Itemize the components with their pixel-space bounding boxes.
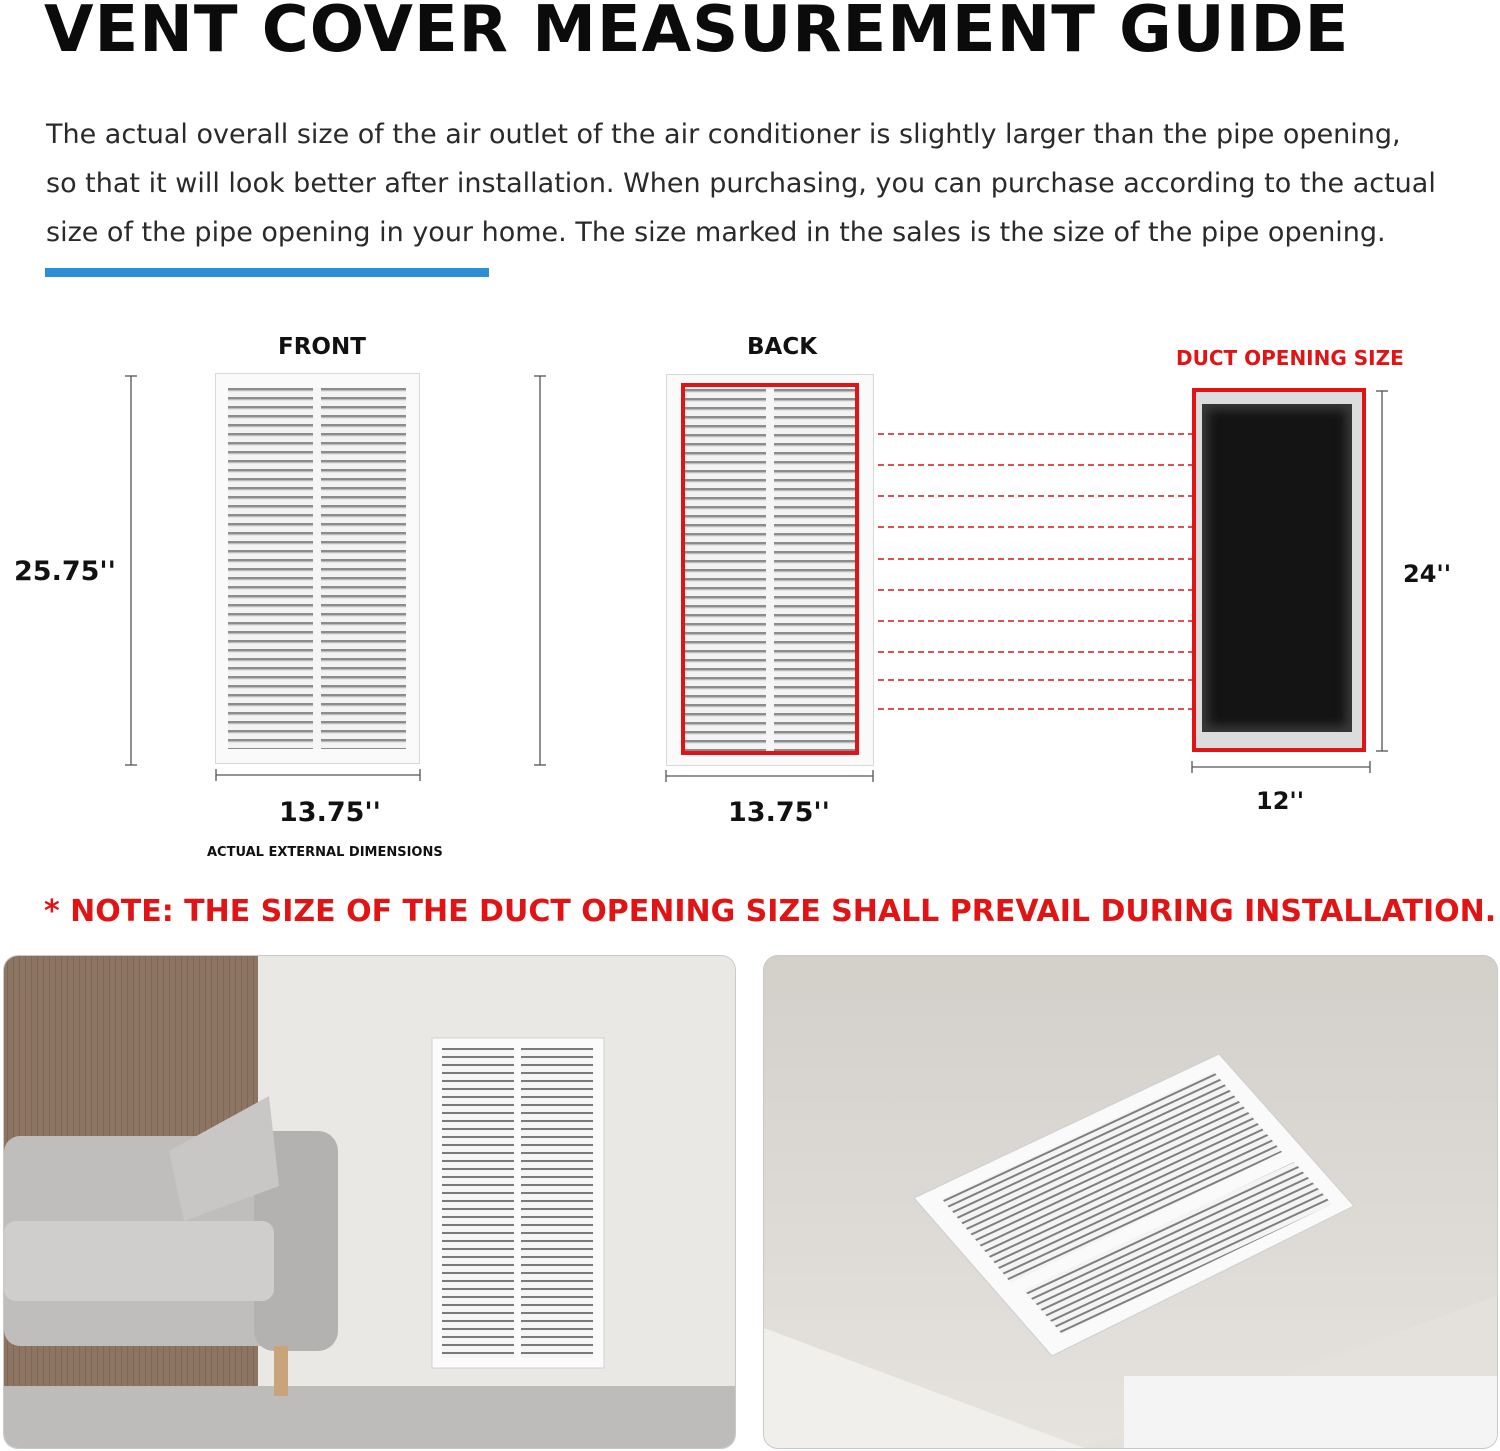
intro-line-3: size of the pipe opening in your home. The size marked in the sales is the size of the pipe opening. (46, 217, 1386, 248)
front-height-label: 25.75'' (14, 556, 116, 587)
back-vent-slats (667, 375, 873, 765)
duct-width-label: 12'' (1256, 787, 1305, 815)
living-room-illustration (4, 956, 735, 1448)
front-width-label: 13.75'' (279, 797, 381, 828)
duct-opening-interior (1202, 404, 1352, 732)
installation-note: * NOTE: THE SIZE OF THE DUCT OPENING SIZE SHALL PREVAIL DURING INSTALLATION. (44, 894, 1497, 929)
ceiling-photo (764, 956, 1497, 1448)
living-room-photo (4, 956, 735, 1448)
duct-height-label: 24'' (1403, 560, 1452, 588)
front-vent-slats (216, 374, 419, 763)
back-width-label: 13.75'' (728, 797, 830, 828)
front-label: FRONT (278, 334, 366, 360)
page-title: VENT COVER MEASUREMENT GUIDE (44, 0, 1350, 67)
ceiling-illustration (764, 956, 1497, 1448)
external-dimensions-caption: ACTUAL EXTERNAL DIMENSIONS (207, 845, 443, 860)
intro-line-2: so that it will look better after installation. When purchasing, you can purchase according to the actual (46, 168, 1436, 199)
back-label: BACK (747, 334, 818, 360)
front-vent-image (216, 374, 419, 763)
back-vent-image (667, 375, 873, 765)
intro-line-1: The actual overall size of the air outlet of the air conditioner is slightly larger than the pipe opening, (46, 119, 1401, 150)
duct-opening-image (1192, 388, 1366, 752)
duct-opening-label: DUCT OPENING SIZE (1176, 346, 1404, 370)
